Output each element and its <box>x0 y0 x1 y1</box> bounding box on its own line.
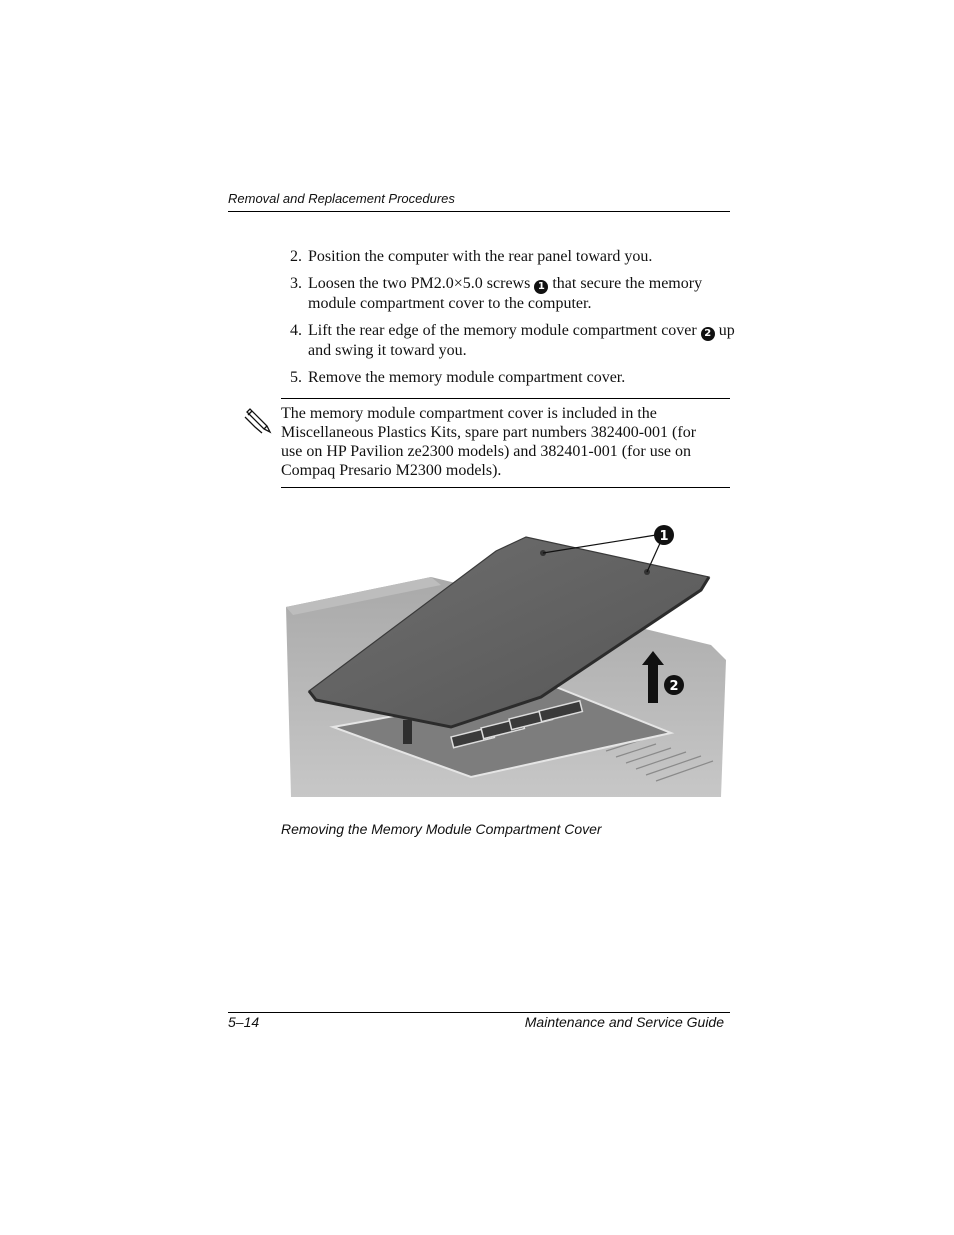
header-rule <box>228 211 730 212</box>
step-text <box>308 274 735 313</box>
step-number: 2. <box>290 248 302 265</box>
step-text-part: up and swing it toward you. <box>308 322 735 359</box>
callout-2-icon: 2 <box>701 327 715 341</box>
page-number: 5–14 <box>228 1014 260 1030</box>
step-number: 3. <box>290 275 302 292</box>
pencil-note-icon <box>244 408 274 436</box>
guide-title: Maintenance and Service Guide <box>524 1014 724 1030</box>
callout-1-label: 1 <box>659 529 669 544</box>
step-2 <box>290 247 735 266</box>
step-text-part: that secure the memory module compartment cover to the computer. <box>308 275 703 312</box>
step-3 <box>290 274 735 313</box>
callout-1-icon: 1 <box>534 280 548 294</box>
note-rule-bottom <box>281 487 730 488</box>
step-number: 4. <box>290 322 302 339</box>
step-text-part: Loosen the two PM2.0×5.0 screws <box>308 275 535 292</box>
step-number: 5. <box>290 369 302 386</box>
step-4 <box>290 321 735 360</box>
memory-cover-illustration <box>281 515 731 805</box>
step-text: Remove the memory module compartment cover. <box>308 369 626 386</box>
step-text: Position the computer with the rear panel toward you. <box>308 248 653 265</box>
step-text-part: Lift the rear edge of the memory module compartment cover <box>308 322 701 339</box>
step-text <box>308 321 735 360</box>
procedure-steps <box>290 247 735 395</box>
callout-2-label: 2 <box>669 679 679 694</box>
running-header: Removal and Replacement Procedures <box>228 191 455 206</box>
note-rule-top <box>281 398 730 399</box>
step-5 <box>290 368 735 387</box>
note-text: The memory module compartment cover is included in the Miscellaneous Plastics Kits, spare part numbers 382400-001 (for use on HP Pavilion ze2300 models) and 382401-001 (for use on Compaq Presario M2300 models). <box>281 405 697 479</box>
footer-rule <box>228 1012 730 1013</box>
figure-caption: Removing the Memory Module Compartment Cover <box>281 821 602 837</box>
